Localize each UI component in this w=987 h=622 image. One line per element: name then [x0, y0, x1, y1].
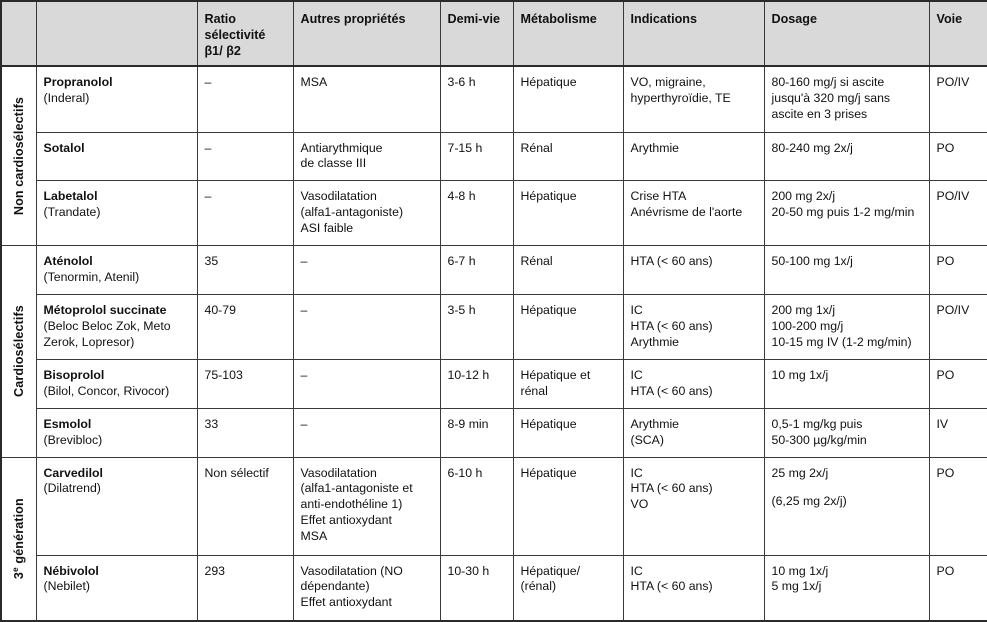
cell-autres-proprietes	[293, 295, 440, 360]
propriete-line: Vasodilatation (NO	[300, 563, 403, 578]
dosage-line: jusqu'à 320 mg/j sans	[771, 91, 891, 106]
cell-metabolisme	[513, 457, 623, 555]
table-row	[1, 360, 987, 409]
cell-ratio-selectivite: –	[197, 66, 293, 132]
header-voie: Voie	[929, 1, 987, 66]
propriete-line: Vasodilatation	[300, 189, 377, 204]
indication-line: HTA (< 60 ans)	[630, 254, 713, 269]
dosage-line: ascite en 3 prises	[771, 106, 868, 121]
indication-line: IC	[630, 368, 643, 383]
cell-voie: PO/IV	[929, 181, 987, 246]
indication-line: Anévrisme de l'aorte	[630, 204, 743, 219]
indication-line: VO	[630, 497, 649, 512]
cell-voie: PO	[929, 555, 987, 621]
drug-brand-name: (Tenormin, Atenil)	[43, 270, 140, 285]
indication-line: HTA (< 60 ans)	[630, 318, 713, 333]
cell-dosage	[764, 457, 929, 555]
propriete-line: –	[300, 368, 308, 383]
metabolisme-line: Hépatique	[520, 75, 577, 90]
cell-metabolisme	[513, 555, 623, 621]
cell-indications	[623, 408, 764, 457]
indication-line: IC	[630, 303, 643, 318]
cell-autres-proprietes	[293, 360, 440, 409]
drug-generic-name: Labetalol	[43, 189, 98, 204]
cell-autres-proprietes	[293, 246, 440, 295]
cell-indications	[623, 295, 764, 360]
drug-generic-name: Sotalol	[43, 140, 85, 155]
drug-generic-name: Esmolol	[43, 416, 92, 431]
cell-voie: PO	[929, 132, 987, 181]
header-ratio-line-2: sélectivité	[204, 28, 266, 43]
cell-ratio-selectivite: 35	[197, 246, 293, 295]
dosage-line: 10-15 mg IV (1-2 mg/min)	[771, 334, 912, 349]
drug-generic-name: Bisoprolol	[43, 368, 105, 383]
cell-indications	[623, 360, 764, 409]
cell-drug-name	[36, 408, 197, 457]
cell-autres-proprietes	[293, 132, 440, 181]
cell-ratio-selectivite: 33	[197, 408, 293, 457]
cell-ratio-selectivite: 293	[197, 555, 293, 621]
drug-brand-name: (Brevibloc)	[43, 432, 103, 447]
table-header	[1, 1, 987, 66]
indication-line: Arythmie	[630, 416, 680, 431]
header-autres-proprietes: Autres propriétés	[293, 1, 440, 66]
metabolisme-line: Hépatique	[520, 416, 577, 431]
cell-indications	[623, 457, 764, 555]
cell-autres-proprietes	[293, 555, 440, 621]
cell-drug-name	[36, 457, 197, 555]
dosage-line: 200 mg 1x/j	[771, 303, 836, 318]
cell-dosage	[764, 66, 929, 132]
cell-metabolisme	[513, 132, 623, 181]
dosage-line: 20-50 mg puis 1-2 mg/min	[771, 204, 915, 219]
indication-line: Arythmie	[630, 140, 680, 155]
metabolisme-line: Hépatique	[520, 465, 577, 480]
table-row	[1, 132, 987, 181]
drug-generic-name: Métoprolol succinate	[43, 303, 167, 318]
header-corner-drug	[36, 1, 197, 66]
dosage-line: 0,5-1 mg/kg puis	[771, 416, 863, 431]
cell-indications	[623, 181, 764, 246]
metabolisme-line: Hépatique/	[520, 563, 580, 578]
cell-drug-name	[36, 295, 197, 360]
cell-autres-proprietes	[293, 457, 440, 555]
propriete-line: Antiarythmique	[300, 140, 383, 155]
propriete-line: –	[300, 254, 308, 269]
cell-ratio-selectivite: –	[197, 132, 293, 181]
drug-brand-name: (Beloc Beloc Zok, Meto Zerok, Lopresor)	[43, 318, 171, 349]
indication-line: Crise HTA	[630, 189, 687, 204]
cell-drug-name	[36, 246, 197, 295]
metabolisme-line: Rénal	[520, 254, 553, 269]
group-label-1	[1, 66, 36, 246]
cell-dosage	[764, 295, 929, 360]
cell-ratio-selectivite: 40-79	[197, 295, 293, 360]
dosage-line: 50-300 µg/kg/min	[771, 432, 867, 447]
cell-ratio-selectivite: Non sélectif	[197, 457, 293, 555]
cell-demi-vie: 10-12 h	[440, 360, 513, 409]
cell-metabolisme	[513, 66, 623, 132]
header-corner-group	[1, 1, 36, 66]
cell-dosage	[764, 246, 929, 295]
dosage-line: 200 mg 2x/j	[771, 189, 836, 204]
cell-metabolisme	[513, 360, 623, 409]
table-row	[1, 66, 987, 132]
cell-autres-proprietes	[293, 181, 440, 246]
group-label-text: Non cardiosélectifs	[11, 97, 26, 216]
propriete-line: (alfa1-antagoniste)	[300, 204, 404, 219]
drug-brand-name: (Bilol, Concor, Rivocor)	[43, 383, 170, 398]
metabolisme-line: Hépatique	[520, 189, 577, 204]
cell-voie: PO	[929, 457, 987, 555]
metabolisme-line: Hépatique	[520, 303, 577, 318]
cell-ratio-selectivite: 75-103	[197, 360, 293, 409]
header-metabolisme: Métabolisme	[513, 1, 623, 66]
cell-dosage	[764, 360, 929, 409]
dosage-line: 80-240 mg 2x/j	[771, 140, 853, 155]
cell-demi-vie: 3-6 h	[440, 66, 513, 132]
cell-voie: PO/IV	[929, 295, 987, 360]
metabolisme-line: Rénal	[520, 140, 553, 155]
cell-metabolisme	[513, 408, 623, 457]
dosage-line: 80-160 mg/j si ascite	[771, 75, 885, 90]
table-row	[1, 181, 987, 246]
drug-generic-name: Nébivolol	[43, 563, 99, 578]
cell-metabolisme	[513, 181, 623, 246]
drug-generic-name: Carvedilol	[43, 465, 103, 480]
header-ratio-selectivite	[197, 1, 293, 66]
indication-line: Arythmie	[630, 334, 680, 349]
cell-drug-name	[36, 132, 197, 181]
cell-dosage	[764, 132, 929, 181]
cell-dosage	[764, 555, 929, 621]
cell-dosage	[764, 181, 929, 246]
cell-demi-vie: 4-8 h	[440, 181, 513, 246]
drug-brand-name: (Nebilet)	[43, 579, 90, 594]
propriete-line: (alfa1-antagoniste et	[300, 481, 413, 496]
indication-line: hyperthyroïdie, TE	[630, 91, 731, 106]
dosage-line: 10 mg 1x/j	[771, 368, 829, 383]
header-ratio-line-1: Ratio	[204, 12, 236, 26]
group-label-text: 3e génération	[10, 498, 27, 580]
indication-line: HTA (< 60 ans)	[630, 481, 713, 496]
cell-demi-vie: 8-9 min	[440, 408, 513, 457]
propriete-line: de classe III	[300, 156, 367, 171]
cell-indications	[623, 555, 764, 621]
dosage-line: (6,25 mg 2x/j)	[771, 493, 847, 508]
cell-voie: PO	[929, 246, 987, 295]
propriete-line: MSA	[300, 528, 328, 543]
drug-brand-name: (Trandate)	[43, 204, 101, 219]
cell-indications	[623, 246, 764, 295]
metabolisme-line: rénal	[520, 383, 548, 398]
drug-generic-name: Propranolol	[43, 75, 113, 90]
dosage-line: 25 mg 2x/j	[771, 465, 829, 480]
cell-autres-proprietes	[293, 408, 440, 457]
cell-drug-name	[36, 66, 197, 132]
cell-drug-name	[36, 181, 197, 246]
group-label-3	[1, 457, 36, 621]
metabolisme-line: (rénal)	[520, 579, 557, 594]
indication-line: IC	[630, 563, 643, 578]
cell-ratio-selectivite: –	[197, 181, 293, 246]
group-label-text: Cardiosélectifs	[11, 305, 26, 398]
drug-brand-name: (Dilatrend)	[43, 481, 101, 496]
cell-metabolisme	[513, 246, 623, 295]
propriete-line: anti-endothéline 1)	[300, 497, 403, 512]
table-row	[1, 457, 987, 555]
cell-indications	[623, 132, 764, 181]
cell-indications	[623, 66, 764, 132]
header-ratio-line-3: β1/ β2	[204, 44, 241, 59]
cell-demi-vie: 10-30 h	[440, 555, 513, 621]
group-label-2	[1, 246, 36, 457]
cell-dosage	[764, 408, 929, 457]
cell-demi-vie: 6-10 h	[440, 457, 513, 555]
propriete-line: –	[300, 416, 308, 431]
dosage-line: 100-200 mg/j	[771, 318, 844, 333]
propriete-line: Vasodilatation	[300, 465, 377, 480]
propriete-line: dépendante)	[300, 579, 370, 594]
table-row	[1, 246, 987, 295]
dosage-line: 50-100 mg 1x/j	[771, 254, 853, 269]
indication-line: IC	[630, 465, 643, 480]
indication-line: VO, migraine,	[630, 75, 706, 90]
indication-line: HTA (< 60 ans)	[630, 579, 713, 594]
cell-demi-vie: 6-7 h	[440, 246, 513, 295]
cell-demi-vie: 7-15 h	[440, 132, 513, 181]
header-demi-vie: Demi-vie	[440, 1, 513, 66]
indication-line: (SCA)	[630, 432, 664, 447]
cell-drug-name	[36, 360, 197, 409]
cell-drug-name	[36, 555, 197, 621]
table-body	[1, 66, 987, 621]
drug-generic-name: Aténolol	[43, 254, 93, 269]
table-row	[1, 555, 987, 621]
propriete-line: Effet antioxydant	[300, 595, 392, 610]
indication-line: HTA (< 60 ans)	[630, 383, 713, 398]
table-row	[1, 408, 987, 457]
propriete-line: Effet antioxydant	[300, 512, 392, 527]
header-dosage: Dosage	[764, 1, 929, 66]
header-indications: Indications	[623, 1, 764, 66]
table-row	[1, 295, 987, 360]
propriete-line: –	[300, 303, 308, 318]
cell-metabolisme	[513, 295, 623, 360]
dosage-line	[772, 481, 922, 493]
drug-brand-name: (Inderal)	[43, 91, 90, 106]
header-row	[1, 1, 987, 66]
dosage-line: 10 mg 1x/j	[771, 563, 829, 578]
metabolisme-line: Hépatique et	[520, 368, 591, 383]
cell-autres-proprietes	[293, 66, 440, 132]
propriete-line: ASI faible	[300, 220, 354, 235]
propriete-line: MSA	[300, 75, 328, 90]
cell-voie: PO	[929, 360, 987, 409]
cell-voie: IV	[929, 408, 987, 457]
dosage-line: 5 mg 1x/j	[771, 579, 822, 594]
cell-voie: PO/IV	[929, 66, 987, 132]
cell-demi-vie: 3-5 h	[440, 295, 513, 360]
